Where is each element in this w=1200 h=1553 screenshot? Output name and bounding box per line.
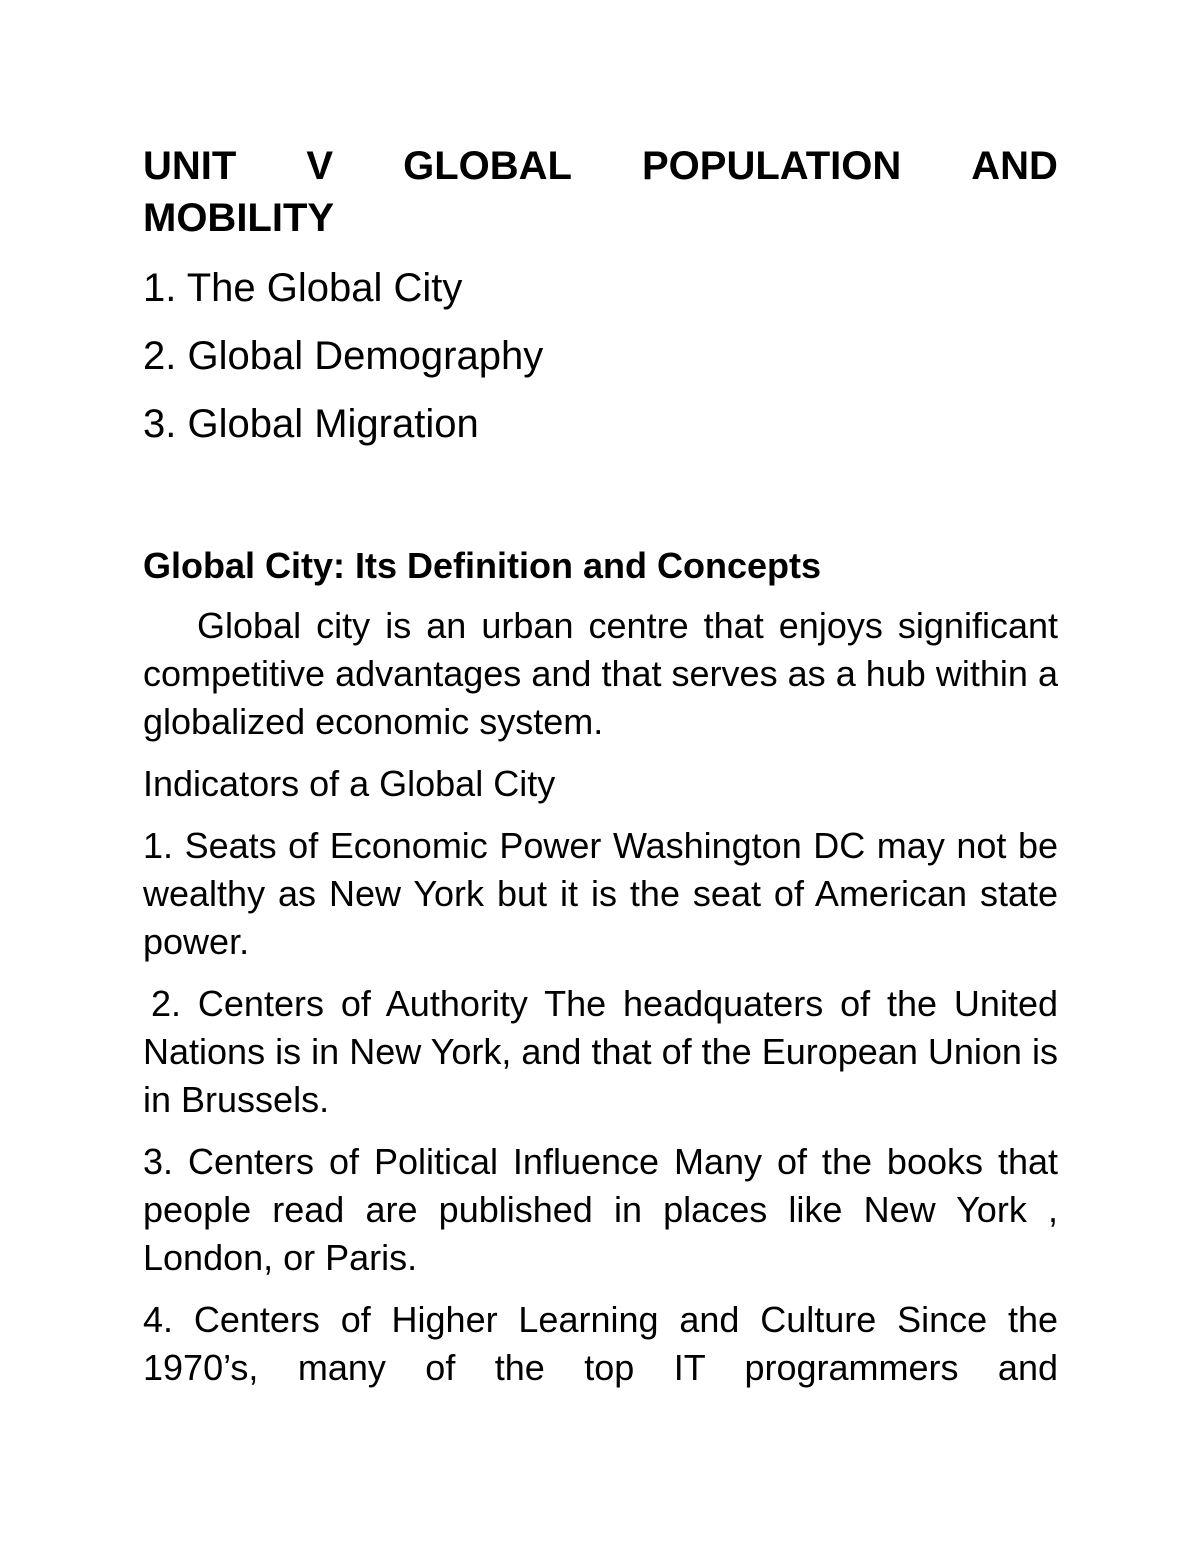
unit-title-line-1 xyxy=(143,140,1058,192)
unit-title xyxy=(143,140,1058,244)
unit-title-word: AND xyxy=(971,144,1058,188)
unit-title-word: POPULATION xyxy=(641,144,902,188)
definition-paragraph: Global city is an urban centre that enjoys significant competitive advantages and that serves as a hub within a globalized economic system. xyxy=(143,605,1058,742)
section-heading: Global City: Its Definition and Concepts xyxy=(143,545,822,586)
indicator-item: 4. Centers of Higher Learning and Culture Since the 1970’s, many of the top IT programmers and xyxy=(143,1299,1058,1388)
unit-title-word: UNIT xyxy=(143,144,237,188)
indicator-item: 1. Seats of Economic Power Washington DC may not be wealthy as New York but it is the seat of American state power. xyxy=(143,825,1058,962)
topic-item: 2. Global Demography xyxy=(143,334,544,378)
unit-title-word: V xyxy=(306,144,334,188)
topic-item: 1. The Global City xyxy=(143,266,463,310)
topic-list xyxy=(143,254,1058,458)
indicator-item: 3. Centers of Political Influence Many of the books that people read are published in places like New York , London, or Paris. xyxy=(143,1141,1058,1278)
unit-title-line-2: MOBILITY xyxy=(143,196,335,240)
topic-item: 3. Global Migration xyxy=(143,402,479,446)
indicator-item: 2. Centers of Authority The headquaters of the United Nations is in New York, and that of the European Union is in Brussels. xyxy=(143,983,1058,1120)
unit-title-word: GLOBAL xyxy=(403,144,572,188)
indicators-heading: Indicators of a Global City xyxy=(143,763,556,804)
document-page xyxy=(143,140,1058,1392)
